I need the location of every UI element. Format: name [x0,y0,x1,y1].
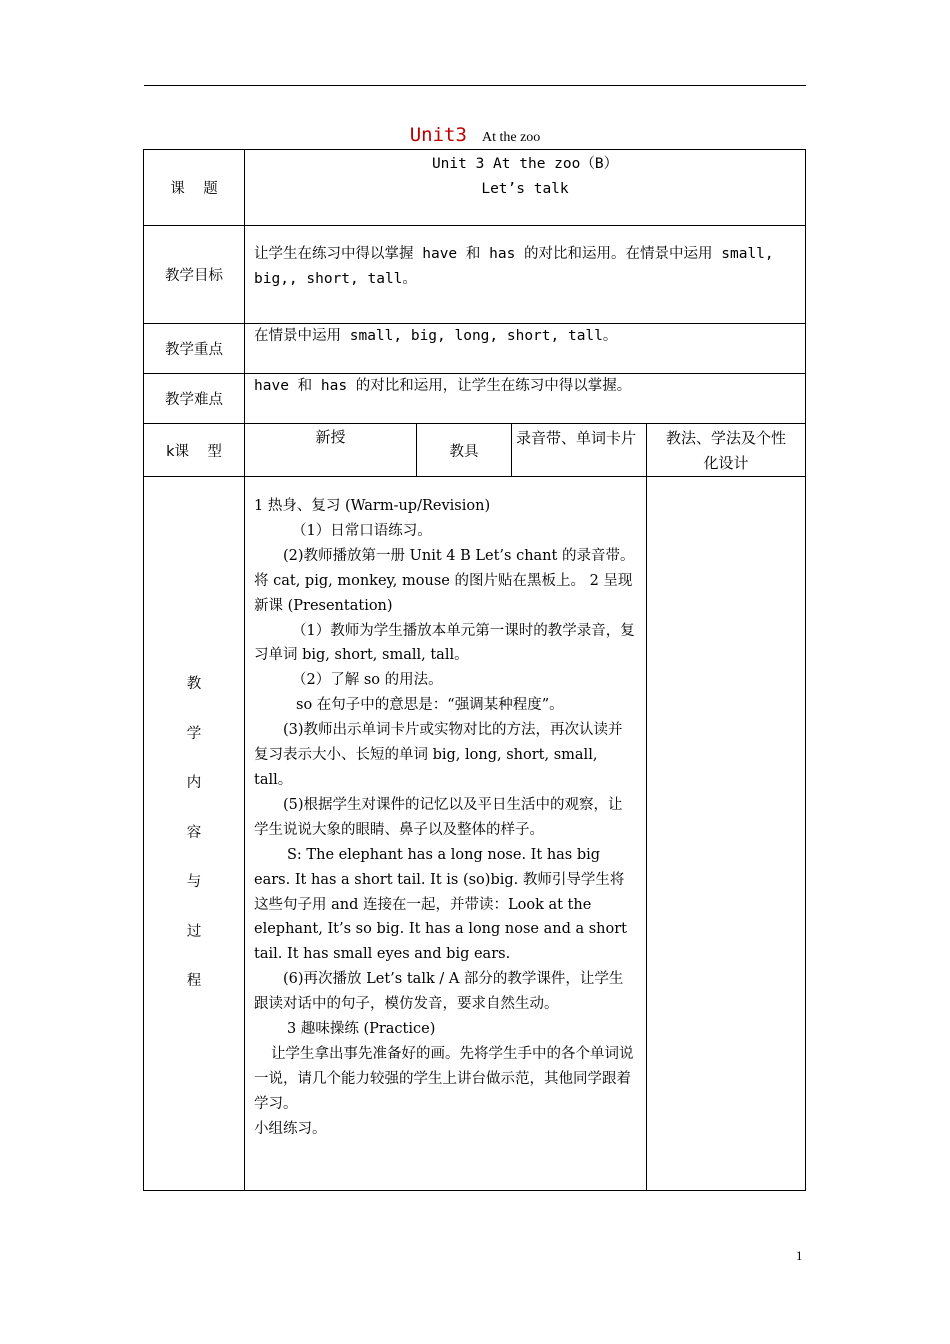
design-notes-cell [647,477,806,1191]
topic-label: 课 题 [144,150,245,226]
page-number: 1 [796,1248,803,1263]
header-rule [144,85,806,86]
process-content [245,477,647,1191]
process-paragraph: 让学生拿出事先准备好的画。先将学生手中的各个单词说一说，请几个能力较强的学生上讲台做示范，其他同学跟着学习。 [254,1045,634,1112]
topic-row [144,150,806,226]
process-paragraph: 小组练习。 [254,1120,327,1137]
process-label-char: 学 [186,725,202,742]
topic-cell [245,150,806,226]
lesson-plan-table [143,149,806,1191]
unit-title: Unit3 [409,124,467,146]
process-paragraph: （1）教师为学生播放本单元第一课时的教学录音，复习单词 big, short, small, tall。 [254,622,635,664]
document-title [0,124,950,146]
tools-label: 教具 [417,424,512,477]
process-label [144,477,245,1191]
difficulty-label: 教学难点 [144,374,245,424]
type-value: 新授 [245,424,417,477]
process-paragraph: (6)再次播放 Let’s talk / A 部分的教学课件，让学生跟读对话中的句子，模仿发音，要求自然生动。 [254,971,624,1013]
difficulty-row [144,374,806,424]
design-label: 教法、学法及个性化设计 [647,424,806,477]
topic-line-2: Let’s talk [481,181,569,197]
process-label-char: 教 [186,676,202,693]
process-label-char: 内 [186,775,202,792]
process-paragraph: 3 趣味操练 (Practice) [287,1021,436,1038]
process-label-char: 程 [186,973,202,990]
type-row [144,424,806,477]
process-paragraph: (5)根据学生对课件的记忆以及平日生活中的观察，让学生说说大象的眼睛、鼻子以及整体的样子。 [254,796,623,838]
process-label-char: 过 [186,923,202,940]
key-point-text: 在情景中运用 small, big, long, short, tall。 [245,324,806,374]
tools-value: 录音带、单词卡片 [512,424,647,477]
process-paragraph: (3)教师出示单词卡片或实物对比的方法，再次认读并复习表示大小、长短的单词 big, long, short, small, tall。 [254,722,623,788]
process-paragraph: （2）了解 so 的用法。 [292,672,443,689]
difficulty-text: have 和 has 的对比和运用，让学生在练习中得以掌握。 [245,374,806,424]
key-point-label: 教学重点 [144,324,245,374]
process-paragraph: （1）日常口语练习。 [292,522,432,539]
topic-line-1: Unit 3 At the zoo（B） [431,156,619,172]
process-paragraph: S: The elephant has a long nose. It has big ears. It has a short tail. It is (so)big. 教师引导学生将这些句子用 and 连接在一起，并带读：Look at the elephant, It’s so big. It has a long nose and a short tail. It has small eyes and big ears. [254,846,628,963]
process-label-char: 与 [186,874,202,891]
unit-subtitle: At the zoo [481,130,541,145]
process-paragraph: 1 热身、复习 (Warm-up/Revision) [254,498,491,514]
process-row [144,477,806,1191]
key-point-row [144,324,806,374]
type-label: k课 型 [144,424,245,477]
process-paragraph: so 在句子中的意思是：“强调某种程度”。 [296,697,564,714]
objective-row [144,226,806,324]
objective-text: 让学生在练习中得以掌握 have 和 has 的对比和运用。在情景中运用 small, big,, short, tall。 [245,226,806,324]
process-label-char: 容 [186,824,202,841]
process-paragraph: (2)教师播放第一册 Unit 4 B Let’s chant 的录音带。将 cat, pig, monkey, mouse 的图片贴在黑板上。 2 呈现新课 (Presentation) [254,547,635,614]
objective-label: 教学目标 [144,226,245,324]
